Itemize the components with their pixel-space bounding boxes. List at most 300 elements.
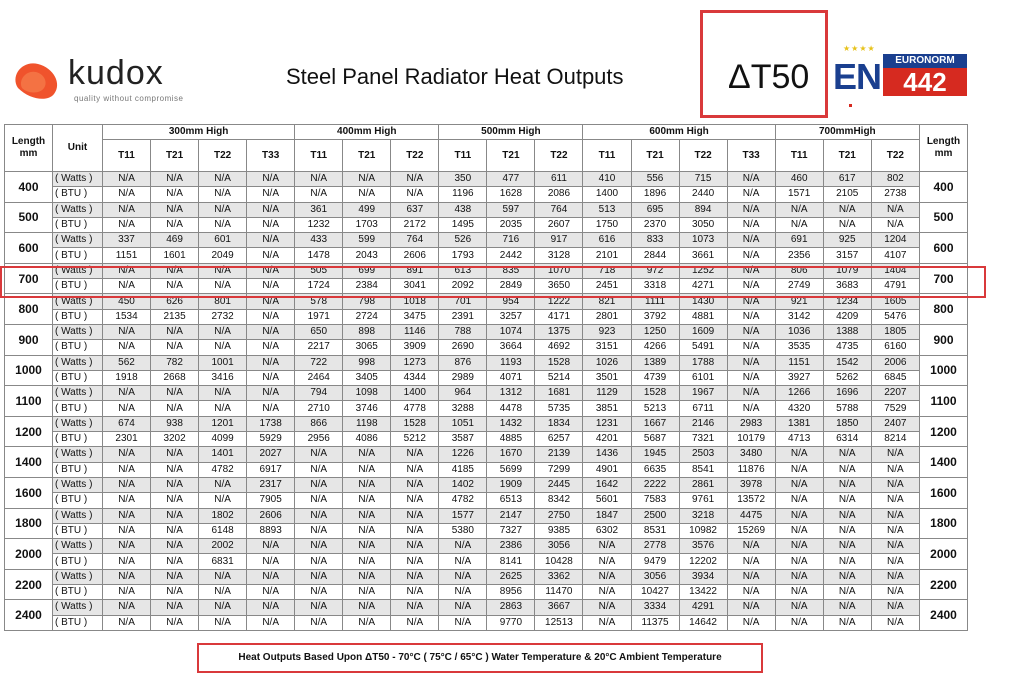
btu-cell: 1601 [151,248,199,263]
length-cell-right: 1200 [920,416,968,447]
watts-cell: N/A [583,539,631,554]
watts-cell: 599 [343,233,391,248]
btu-cell: 5735 [535,401,583,416]
btu-cell: 2356 [775,248,823,263]
btu-cell: N/A [823,585,871,600]
watts-cell: N/A [103,477,151,492]
btu-cell: N/A [151,615,199,630]
watts-cell: 1402 [439,477,487,492]
length-cell-right: 1600 [920,477,968,508]
watts-cell: N/A [775,569,823,584]
btu-cell: N/A [295,493,343,508]
btu-cell: N/A [295,585,343,600]
panel-type-header: T21 [343,140,391,172]
watts-cell: N/A [727,569,775,584]
watts-cell: 954 [487,294,535,309]
watts-cell: N/A [391,477,439,492]
btu-cell: N/A [583,585,631,600]
watts-cell: N/A [871,202,919,217]
btu-cell: 5212 [391,432,439,447]
unit-btu: ( BTU ) [53,217,103,232]
en442-badge [833,44,968,102]
btu-cell: 3128 [535,248,583,263]
watts-cell: 833 [631,233,679,248]
btu-cell: 2956 [295,432,343,447]
watts-cell: 1388 [823,324,871,339]
btu-cell: 2710 [295,401,343,416]
length-cell: 700 [5,263,53,294]
watts-cell: N/A [151,477,199,492]
btu-cell: N/A [295,462,343,477]
watts-cell: 3576 [679,539,727,554]
btu-cell: 11470 [535,585,583,600]
btu-cell: N/A [295,187,343,202]
watts-cell: 1204 [871,233,919,248]
watts-cell: N/A [295,600,343,615]
btu-cell: N/A [871,462,919,477]
watts-cell: 1098 [343,386,391,401]
watts-cell: 802 [871,172,919,187]
group-header: 400mm High [295,125,439,140]
watts-cell: N/A [199,477,247,492]
watts-cell: 611 [535,172,583,187]
watts-cell: 699 [343,263,391,278]
euronorm-label: EURONORM [883,54,967,68]
btu-cell: 4782 [439,493,487,508]
watts-cell: N/A [199,569,247,584]
watts-cell: N/A [727,539,775,554]
watts-cell: N/A [343,600,391,615]
watts-cell: 1231 [583,416,631,431]
btu-cell: 15269 [727,523,775,538]
watts-cell: 1222 [535,294,583,309]
watts-cell: 1026 [583,355,631,370]
watts-cell: 361 [295,202,343,217]
watts-cell: 3480 [727,447,775,462]
btu-cell: N/A [823,554,871,569]
watts-cell: N/A [247,539,295,554]
btu-cell: 4478 [487,401,535,416]
btu-cell: N/A [775,585,823,600]
watts-cell: 938 [151,416,199,431]
btu-cell: N/A [727,187,775,202]
watts-cell: N/A [823,600,871,615]
btu-cell: N/A [199,493,247,508]
watts-cell: 1234 [823,294,871,309]
btu-cell: 4171 [535,309,583,324]
btu-cell: 2464 [295,370,343,385]
watts-cell: 1018 [391,294,439,309]
watts-cell: N/A [391,172,439,187]
watts-cell: 1375 [535,324,583,339]
panel-type-header: T22 [871,140,919,172]
btu-cell: N/A [151,523,199,538]
watts-cell: N/A [727,263,775,278]
btu-cell: N/A [151,401,199,416]
watts-cell: 1036 [775,324,823,339]
length-cell: 500 [5,202,53,233]
btu-cell: N/A [247,217,295,232]
btu-cell: 3792 [631,309,679,324]
watts-cell: N/A [199,386,247,401]
btu-cell: 5687 [631,432,679,447]
btu-cell: 3683 [823,279,871,294]
btu-cell: 8541 [679,462,727,477]
watts-cell: 1738 [247,416,295,431]
panel-type-header: T22 [199,140,247,172]
watts-cell: 1074 [487,324,535,339]
btu-cell: N/A [103,554,151,569]
btu-cell: 1793 [439,248,487,263]
watts-cell: 2002 [199,539,247,554]
watts-cell: 450 [103,294,151,309]
watts-cell: N/A [823,508,871,523]
watts-cell: 806 [775,263,823,278]
watts-cell: N/A [103,539,151,554]
watts-cell: N/A [247,263,295,278]
watts-cell: N/A [343,477,391,492]
watts-cell: 1252 [679,263,727,278]
length-cell: 1400 [5,447,53,478]
watts-cell: 1193 [487,355,535,370]
btu-cell: 2301 [103,432,151,447]
btu-cell: N/A [391,493,439,508]
btu-cell: N/A [391,462,439,477]
watts-cell: 866 [295,416,343,431]
length-cell: 1600 [5,477,53,508]
watts-cell: 3934 [679,569,727,584]
watts-cell: N/A [151,263,199,278]
watts-cell: 505 [295,263,343,278]
watts-cell: 410 [583,172,631,187]
watts-cell: 1111 [631,294,679,309]
unit-btu: ( BTU ) [53,279,103,294]
watts-cell: 1945 [631,447,679,462]
btu-cell: 2035 [487,217,535,232]
table-row [5,585,968,600]
btu-cell: N/A [871,217,919,232]
btu-cell: N/A [343,554,391,569]
watts-cell: 1226 [439,447,487,462]
row-700-highlight [0,266,986,298]
watts-cell: 1146 [391,324,439,339]
btu-cell: N/A [247,248,295,263]
unit-btu: ( BTU ) [53,493,103,508]
btu-cell: 3065 [343,340,391,355]
watts-cell: 460 [775,172,823,187]
btu-cell: 1750 [583,217,631,232]
watts-cell: 1542 [823,355,871,370]
watts-cell: 1802 [199,508,247,523]
length-cell-right: 2400 [920,600,968,631]
btu-cell: N/A [247,585,295,600]
btu-cell: 4739 [631,370,679,385]
watts-cell: N/A [151,324,199,339]
btu-cell: 1918 [103,370,151,385]
btu-cell: 4791 [871,279,919,294]
watts-cell: 764 [391,233,439,248]
btu-cell: 4209 [823,309,871,324]
table-row [5,493,968,508]
unit-watts: ( Watts ) [53,202,103,217]
watts-cell: 801 [199,294,247,309]
watts-cell: N/A [199,324,247,339]
watts-cell: 2445 [535,477,583,492]
btu-cell: N/A [823,615,871,630]
btu-cell: 4713 [775,432,823,447]
btu-cell: N/A [295,615,343,630]
btu-cell: 2391 [439,309,487,324]
length-cell-right: 2200 [920,569,968,600]
watts-cell: 350 [439,172,487,187]
btu-cell: 13422 [679,585,727,600]
watts-cell: N/A [583,600,631,615]
watts-cell: N/A [727,324,775,339]
watts-cell: N/A [727,294,775,309]
table-row [5,600,968,615]
watts-cell: 1201 [199,416,247,431]
btu-cell: 6148 [199,523,247,538]
watts-cell: 2606 [247,508,295,523]
btu-cell: N/A [775,493,823,508]
watts-cell: 526 [439,233,487,248]
watts-cell: N/A [583,569,631,584]
watts-cell: 2006 [871,355,919,370]
btu-cell: N/A [727,401,775,416]
table-row [5,554,968,569]
watts-cell: 513 [583,202,631,217]
watts-cell: N/A [151,508,199,523]
length-cell-right: 1400 [920,447,968,478]
watts-cell: 2139 [535,447,583,462]
watts-cell: 1605 [871,294,919,309]
watts-cell: 650 [295,324,343,339]
table-row [5,309,968,324]
watts-cell: 601 [199,233,247,248]
watts-cell: N/A [775,477,823,492]
length-cell: 900 [5,324,53,355]
btu-cell: 5601 [583,493,631,508]
watts-cell: N/A [727,202,775,217]
btu-cell: 1571 [775,187,823,202]
watts-cell: 1528 [535,355,583,370]
length-header: Length mm [5,125,53,172]
btu-cell: 2101 [583,248,631,263]
watts-cell: N/A [295,508,343,523]
watts-cell: 626 [151,294,199,309]
btu-cell: 4201 [583,432,631,447]
watts-cell: 616 [583,233,631,248]
unit-watts: ( Watts ) [53,600,103,615]
btu-cell: 9761 [679,493,727,508]
watts-cell: N/A [247,600,295,615]
btu-cell: N/A [775,554,823,569]
watts-cell: 1667 [631,416,679,431]
watts-cell: 923 [583,324,631,339]
watts-cell: 2778 [631,539,679,554]
btu-cell: N/A [199,585,247,600]
btu-cell: 6257 [535,432,583,447]
btu-cell: N/A [103,615,151,630]
table-row [5,233,968,248]
panel-type-header: T33 [247,140,295,172]
panel-type-header: T33 [727,140,775,172]
btu-cell: N/A [199,401,247,416]
length-cell: 1100 [5,386,53,417]
btu-cell: N/A [391,554,439,569]
length-cell: 2400 [5,600,53,631]
length-cell-right: 500 [920,202,968,233]
length-cell-right: 2000 [920,539,968,570]
watts-cell: 3978 [727,477,775,492]
btu-cell: N/A [151,585,199,600]
btu-cell: N/A [151,493,199,508]
btu-cell: N/A [727,217,775,232]
watts-cell: N/A [295,447,343,462]
watts-cell: 2222 [631,477,679,492]
btu-cell: N/A [103,340,151,355]
btu-cell: N/A [151,279,199,294]
btu-cell: N/A [583,554,631,569]
length-cell-right: 600 [920,233,968,264]
watts-cell: 3056 [535,539,583,554]
watts-cell: 1079 [823,263,871,278]
watts-cell: 1404 [871,263,919,278]
btu-cell: 1971 [295,309,343,324]
length-cell-right: 1800 [920,508,968,539]
watts-cell: 1609 [679,324,727,339]
btu-cell: N/A [871,615,919,630]
watts-cell: N/A [727,386,775,401]
btu-cell: 7327 [487,523,535,538]
watts-cell: 556 [631,172,679,187]
btu-cell: 6831 [199,554,247,569]
btu-cell: N/A [775,523,823,538]
watts-cell: 4291 [679,600,727,615]
btu-cell: N/A [247,279,295,294]
watts-cell: 1670 [487,447,535,462]
watts-cell: 438 [439,202,487,217]
btu-cell: 1196 [439,187,487,202]
watts-cell: 921 [775,294,823,309]
watts-cell: 1967 [679,386,727,401]
length-cell: 600 [5,233,53,264]
unit-btu: ( BTU ) [53,615,103,630]
watts-cell: 617 [823,172,871,187]
btu-cell: N/A [775,462,823,477]
btu-cell: 1151 [103,248,151,263]
btu-cell: N/A [871,585,919,600]
watts-cell: 2147 [487,508,535,523]
watts-cell: N/A [103,508,151,523]
watts-cell: N/A [295,569,343,584]
badge-dot [849,104,852,107]
watts-cell: 782 [151,355,199,370]
btu-cell: 2749 [775,279,823,294]
watts-cell: 1266 [775,386,823,401]
length-cell: 2200 [5,569,53,600]
btu-cell: 3050 [679,217,727,232]
watts-cell: N/A [343,447,391,462]
unit-watts: ( Watts ) [53,539,103,554]
watts-cell: N/A [199,263,247,278]
unit-watts: ( Watts ) [53,233,103,248]
watts-cell: 1577 [439,508,487,523]
btu-cell: N/A [823,462,871,477]
btu-cell: 4107 [871,248,919,263]
table-row [5,508,968,523]
btu-cell: 2451 [583,279,631,294]
btu-cell: 3927 [775,370,823,385]
watts-cell: 3667 [535,600,583,615]
length-cell: 1200 [5,416,53,447]
watts-cell: 469 [151,233,199,248]
btu-cell: 3664 [487,340,535,355]
btu-cell: 5380 [439,523,487,538]
heat-output-table [4,124,968,631]
panel-type-header: T21 [151,140,199,172]
watts-cell: N/A [391,447,439,462]
btu-cell: 2135 [151,309,199,324]
panel-type-header: T21 [487,140,535,172]
btu-cell: 4778 [391,401,439,416]
btu-cell: 5929 [247,432,295,447]
watts-cell: 1198 [343,416,391,431]
btu-cell: 6314 [823,432,871,447]
btu-cell: 5262 [823,370,871,385]
btu-cell: N/A [103,462,151,477]
watts-cell: 1312 [487,386,535,401]
watts-cell: N/A [199,172,247,187]
btu-cell: 4881 [679,309,727,324]
btu-cell: 4320 [775,401,823,416]
btu-cell: 3851 [583,401,631,416]
btu-cell: N/A [391,585,439,600]
btu-cell: 4185 [439,462,487,477]
table-row [5,416,968,431]
unit-btu: ( BTU ) [53,523,103,538]
table-row [5,355,968,370]
table-row [5,340,968,355]
watts-cell: N/A [439,539,487,554]
btu-cell: 1724 [295,279,343,294]
table-row [5,401,968,416]
watts-cell: N/A [103,447,151,462]
page-title: Steel Panel Radiator Heat Outputs [286,64,624,89]
btu-cell: 6101 [679,370,727,385]
group-header: 500mm High [439,125,583,140]
watts-cell: N/A [247,294,295,309]
btu-cell: 3475 [391,309,439,324]
btu-cell: 2092 [439,279,487,294]
btu-cell: 8893 [247,523,295,538]
watts-cell: N/A [295,539,343,554]
btu-cell: 1232 [295,217,343,232]
btu-cell: 8141 [487,554,535,569]
unit-header: Unit [53,125,103,172]
btu-cell: 2724 [343,309,391,324]
kudox-logo-icon [8,58,64,102]
btu-cell: 8531 [631,523,679,538]
watts-cell: N/A [151,172,199,187]
btu-cell: N/A [151,462,199,477]
btu-cell: 7583 [631,493,679,508]
watts-cell: N/A [247,386,295,401]
watts-cell: N/A [343,569,391,584]
btu-cell: 12202 [679,554,727,569]
btu-cell: 2738 [871,187,919,202]
btu-cell: 4271 [679,279,727,294]
